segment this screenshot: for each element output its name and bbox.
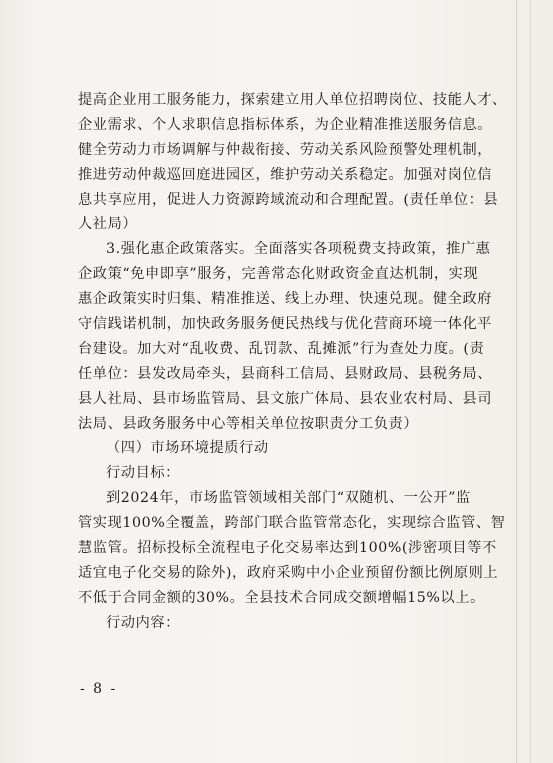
- text-line: 推进劳动仲裁巡回庭进园区，维护劳动关系稳定。加强对岗位信: [78, 166, 493, 183]
- body-text: [78, 88, 507, 636]
- text-line: 适宜电子化交易的除外)，政府采购中小企业预留份额比例原则上: [78, 564, 499, 581]
- text-line: 管实现100%全覆盖，跨部门联合监管常态化，实现综合监管、智: [78, 515, 506, 532]
- text-line: 提高企业用工服务能力，探索建立用人单位招聘岗位、技能人才、: [78, 92, 507, 108]
- text-line: 不低于合同金额的30%。全县技术合同成交额增幅15%以上。: [78, 589, 485, 606]
- paragraph-start: 3.强化惠企政策落实。全面落实各项税费支持政策，推广惠: [106, 241, 491, 258]
- text-line: 息共享应用，促进人力资源跨域流动和合理配置。(责任单位：县: [78, 191, 499, 208]
- page-number: - 8 -: [80, 681, 118, 697]
- text-line: 企业需求、个人求职信息指标体系，为企业精准推送服务信息。: [78, 116, 493, 133]
- page-edge-line-outer: [530, 0, 531, 763]
- text-line: 县人社局、县市场监管局、县文旅广体局、县农业农村局、县司: [78, 390, 493, 407]
- subheading: 行动目标：: [106, 465, 180, 482]
- text-line: 人社局）: [78, 216, 138, 233]
- text-line: 法局、县政务服务中心等相关单位按职责分工负责）: [78, 415, 419, 432]
- text-line: 企政策“免申即享”服务，完善常态化财政资金直达机制，实现: [78, 266, 479, 283]
- text-line: 守信践诺机制，加快政务服务便民热线与优化营商环境一体化平: [78, 316, 493, 333]
- text-line: 台建设。加大对“乱收费、乱罚款、乱摊派”行为查处力度。(责: [78, 340, 485, 357]
- paragraph-start: 到2024年，市场监管领域相关部门“双随机、一公开”监: [106, 490, 471, 507]
- text-line: 慧监管。招标投标全流程电子化交易率达到100%(涉密项目等不: [78, 540, 497, 557]
- page-edge-line: [516, 0, 517, 763]
- subheading: 行动内容：: [106, 614, 180, 631]
- text-line: 惠企政策实时归集、精准推送、线上办理、快速兑现。健全政府: [78, 291, 493, 308]
- text-line: 任单位：县发改局牵头，县商科工信局、县财政局、县税务局、: [78, 365, 493, 382]
- section-heading: （四）市场环境提质行动: [106, 440, 269, 457]
- text-line: 健全劳动力市场调解与仲裁衔接、劳动关系风险预警处理机制，: [78, 141, 493, 158]
